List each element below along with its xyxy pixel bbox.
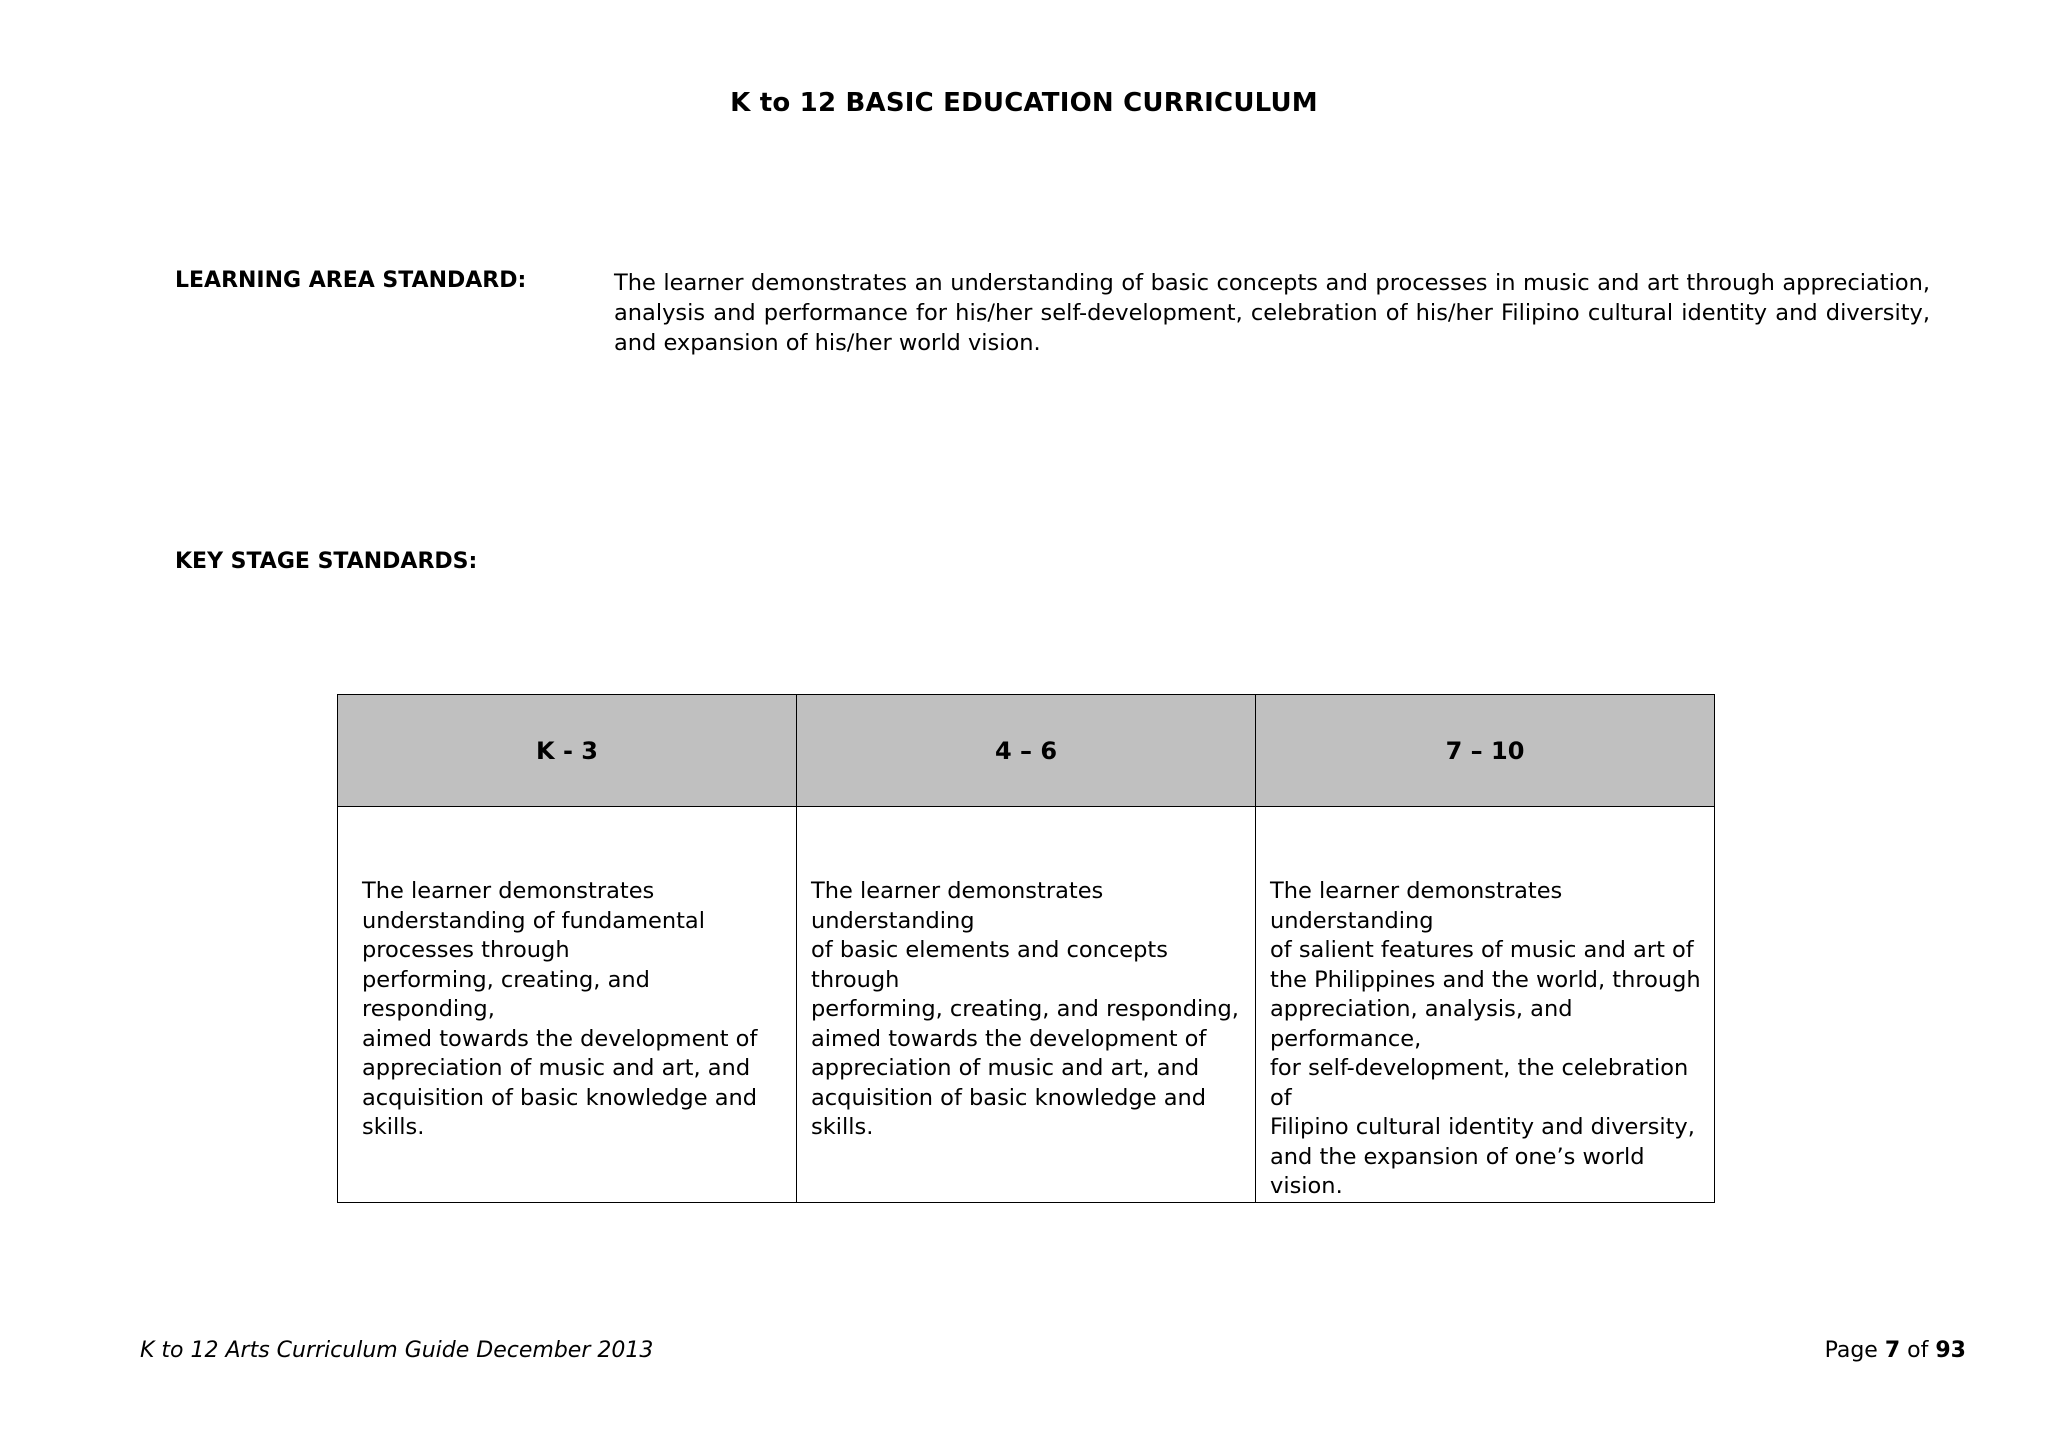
footer-guide-title: K to 12 Arts Curriculum Guide December 2013 — [140, 1338, 654, 1363]
page-title: K to 12 BASIC EDUCATION CURRICULUM — [730, 88, 1318, 118]
standard-text-4-6: The learner demonstrates understanding of basic elements and concepts through performing, creating, and responding, aimed towards the development of appreciation of music and art, and acquisition of basic knowledge and skills. — [811, 878, 1239, 1140]
column-header-4-6: 4 – 6 — [797, 695, 1256, 807]
column-header-k-3: K - 3 — [338, 695, 797, 807]
current-page-number: 7 — [1884, 1338, 1901, 1363]
learning-area-standard-label: LEARNING AREA STANDARD: — [175, 268, 527, 293]
table-row — [338, 807, 1715, 1203]
key-stage-standards-label: KEY STAGE STANDARDS: — [175, 549, 478, 574]
standard-cell-4-6 — [797, 807, 1256, 1203]
standard-text-7-10: The learner demonstrates understanding of salient features of music and art of the Philippines and the world, through appreciation, analysis, and performance, for self-development, the celebration of Filipino cultural identity and diversity, and the expansion of one’s world vision. — [1270, 878, 1701, 1199]
of-word: of — [1907, 1338, 1929, 1363]
page-indicator — [1730, 1338, 1966, 1363]
standard-cell-7-10 — [1256, 807, 1715, 1203]
standard-text-k-3: The learner demonstrates understanding of fundamental processes through performing, creating, and responding, aimed towards the development of appreciation of music and art, and acquisition of basic knowledge and skills. — [362, 878, 758, 1140]
key-stage-standards-table — [337, 694, 1715, 1203]
learning-area-standard-text: The learner demonstrates an understanding of basic concepts and processes in music and art through appreciation, analysis and performance for his/her self-development, celebration of his/her Filipino cultural identity and diversity, and expansion of his/her world vision. — [614, 270, 1930, 356]
page-word: Page — [1824, 1338, 1878, 1363]
total-page-count: 93 — [1935, 1338, 1966, 1363]
table-header-row — [338, 695, 1715, 807]
standard-cell-k-3 — [338, 807, 797, 1203]
column-header-7-10: 7 – 10 — [1256, 695, 1715, 807]
